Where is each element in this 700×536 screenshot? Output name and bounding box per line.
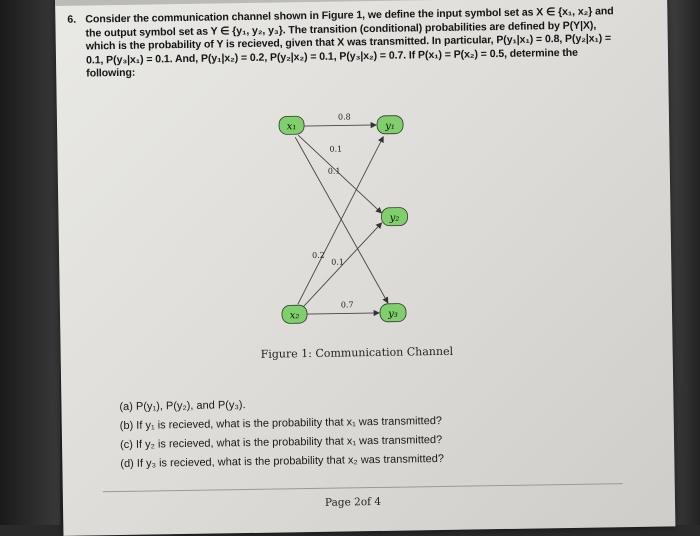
edge-x1-y3 [295, 136, 388, 304]
label-x1-y3: 0.1 [327, 166, 341, 176]
label-x2-y3: 0.7 [340, 300, 354, 310]
problem-number: 6. [67, 13, 77, 26]
problem-text: Consider the communication channel shown in Figure 1, we define the input symbol set as X ∈ {x₁, x₂} and the output symbol set as Y ∈ {y₁, y₂, y₃}. The transition (conditional) probabilities are defined by P(Y|X), which is the probability of Y is recieved, given that X was transmitted. In particular, P(y₁|x₁) = 0.8, P(y₂|x₁) = 0.1, P(y₃|x₁) = 0.1. And, P(y₁|x₂) = 0.2, P(y₂|x₂) = 0.1, P(y₃|x₂) = 0.7. If P(x₁) = P(x₂) = 0.5, determine the following: [85, 5, 614, 80]
node-x2-label: x₂ [289, 310, 300, 322]
label-x2-y2: 0.1 [331, 257, 345, 267]
question-c: (c) If y₂ is recieved, what is the probability that x₁ was transmitted? [119, 433, 443, 452]
node-y1 [377, 116, 403, 134]
node-y2 [381, 207, 407, 225]
node-x1 [279, 116, 304, 134]
question-a: (a) P(y₁), P(y₂), and P(y₃). [119, 399, 246, 414]
node-y3 [380, 304, 406, 322]
figure-caption: Figure 1: Communication Channel [260, 344, 454, 361]
paper-sheet [55, 0, 675, 536]
question-list [119, 391, 560, 474]
node-y1-label: y₁ [385, 120, 396, 132]
label-x2-y1: 0.2 [312, 250, 325, 260]
node-y3-label: y₃ [388, 308, 398, 320]
page-number: Page 2of 4 [324, 495, 382, 509]
edge-x2-y3 [307, 313, 379, 314]
question-b: (b) If y₁ is recieved, what is the probability that x₁ was transmitted? [119, 414, 443, 433]
question-d: (d) If y₃ is recieved, what is the probability that x₂ was transmitted? [120, 452, 445, 471]
node-y2-label: y₂ [389, 212, 400, 224]
label-x1-y2: 0.1 [329, 144, 343, 154]
edge-x1-y1 [304, 125, 376, 126]
label-x1-y1: 0.8 [337, 112, 351, 122]
node-x1-label: x₁ [286, 121, 297, 133]
background-left [0, 0, 60, 525]
node-x2 [282, 305, 307, 323]
